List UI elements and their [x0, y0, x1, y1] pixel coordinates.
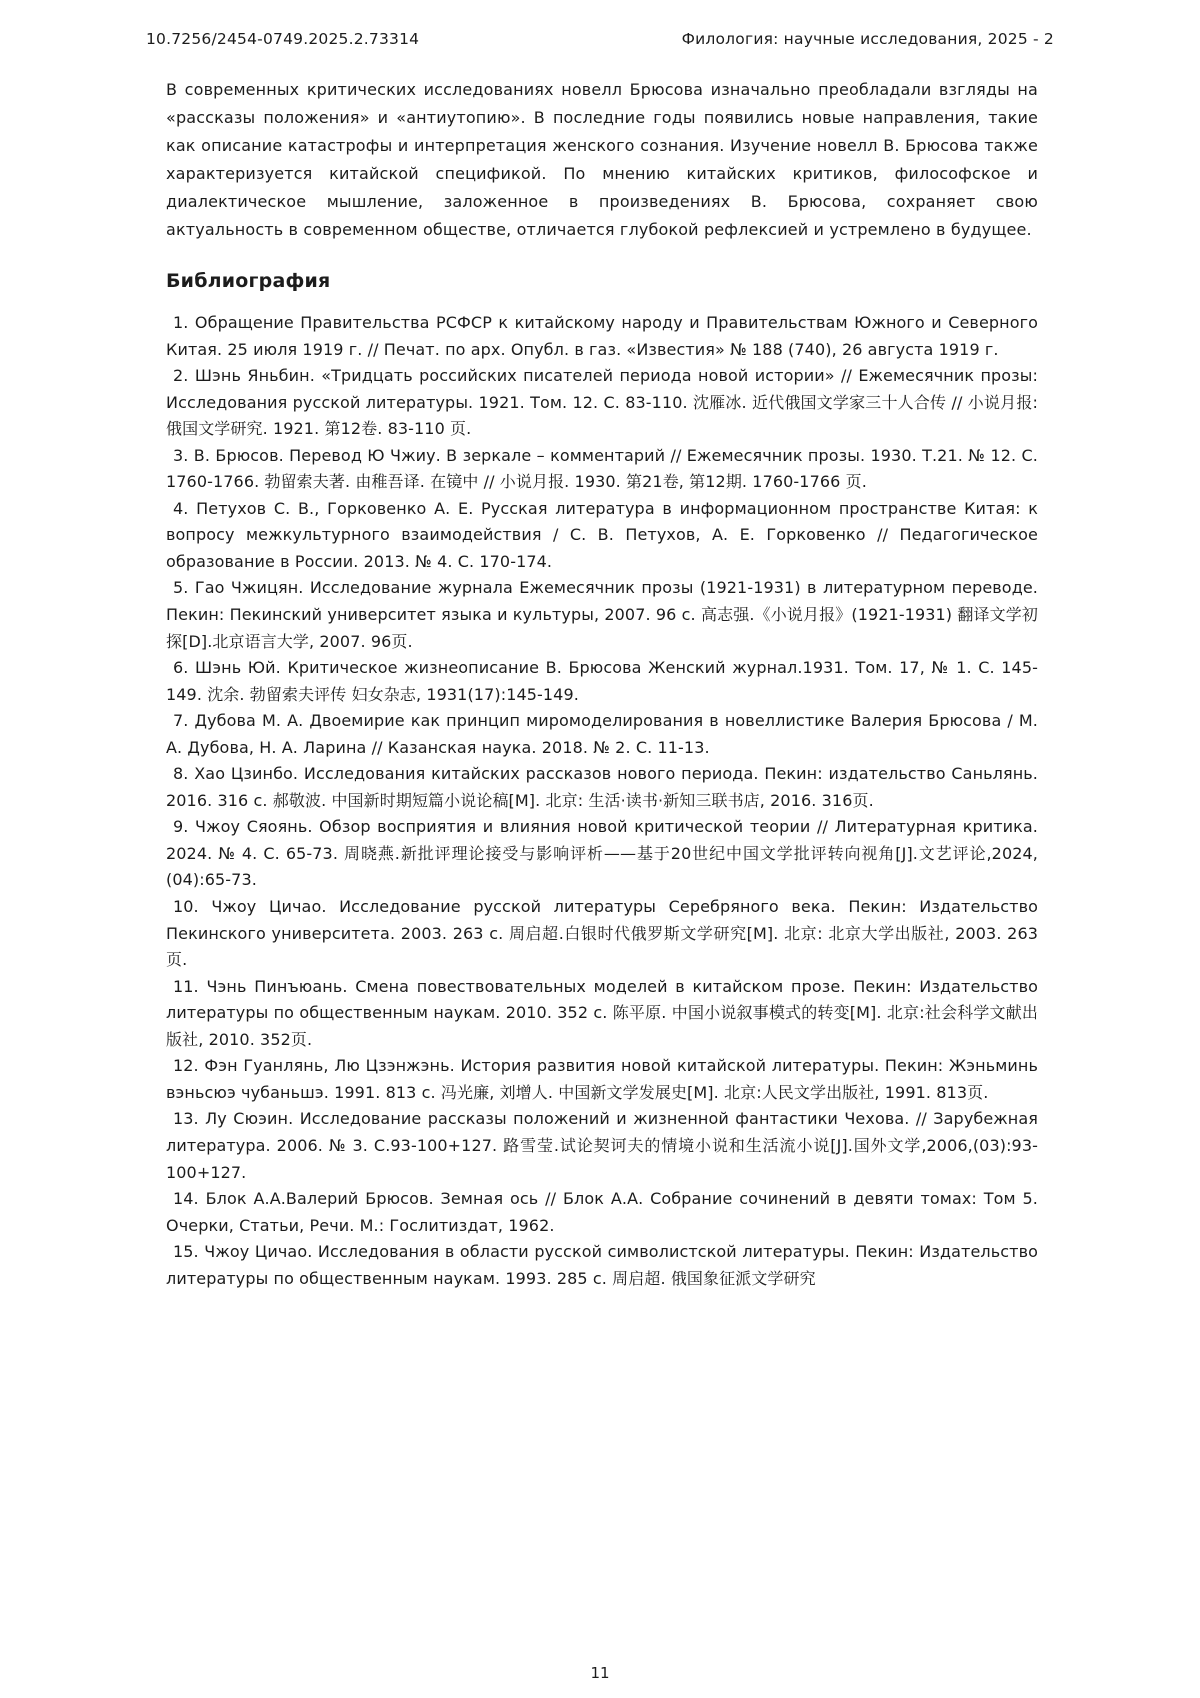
bibliography-item: 1. Обращение Правительства РСФСР к китайскому народу и Правительствам Южного и Северного Китая. 25 июля 1919 г. // Печат. по арх. Опубл. в газ. «Известия» № 188 (740), 26 августа 1919 г. [166, 313, 1038, 359]
bibliography-item: 2. Шэнь Яньбин. «Тридцать российских писателей периода новой истории» // Ежемесячник прозы: Исследования русской литературы. 1921. Том. 12. С. 83-110. 沈雁冰. 近代俄国文学家三十人合传 // 小说月报: 俄国文学研究. 1921. 第12卷. 83-110 页. [166, 366, 1038, 439]
bibliography-item: 4. Петухов С. В., Горковенко А. Е. Русская литература в информационном пространстве Китая: к вопросу межкультурного взаимодействия / С. В. Петухов, А. Е. Горковенко // Педагогическое образование в России. 2013. № 4. С. 170-174. [166, 498, 1038, 571]
page-footer [144, 1654, 1056, 1682]
bibliography-item: 15. Чжоу Цичао. Исследования в области русской символистской литературы. Пекин: Издательство литературы по общественным наукам. 1993. 285 с. 周启超. 俄国象征派文学研究 [166, 1242, 1038, 1288]
page-body [144, 76, 1056, 1654]
bibliography-item: 9. Чжоу Сяоянь. Обзор восприятия и влияния новой критической теории // Литературная критика. 2024. № 4. С. 65-73. 周晓燕.新批评理论接受与影响评析——基于20世纪中国文学批评转向视角[J].文艺评论,2024,(04):65-73. [166, 817, 1038, 890]
bibliography-item: 5. Гао Чжицян. Исследование журнала Ежемесячник прозы (1921-1931) в литературном переводе. Пекин: Пекинский университет языка и культуры, 2007. 96 с. 高志强.《小说月报》(1921-1931) 翻译文学初探[D].北京语言大学, 2007. 96页. [166, 578, 1038, 651]
bibliography-heading: Библиография [166, 270, 331, 292]
bibliography-item: 8. Хао Цзинбо. Исследования китайских рассказов нового периода. Пекин: издательство Саньлянь. 2016. 316 с. 郝敬波. 中国新时期短篇小说论稿[M]. 北京: 生活·读书·新知三联书店, 2016. 316页. [166, 764, 1038, 810]
bibliography-item: 13. Лу Сюэин. Исследование рассказы положений и жизненной фантастики Чехова. // Зарубежная литература. 2006. № 3. С.93-100+127. 路雪莹.试论契诃夫的情境小说和生活流小说[J].国外文学,2006,(03):93-100+127. [166, 1109, 1038, 1182]
bibliography-item: 12. Фэн Гуанлянь, Лю Цзэнжэнь. История развития новой китайской литературы. Пекин: Жэньминь вэньсюэ чубаньшэ. 1991. 813 с. 冯光廉, 刘增人. 中国新文学发展史[M]. 北京:人民文学出版社, 1991. 813页. [166, 1056, 1038, 1102]
bibliography-list [166, 310, 1038, 1292]
bibliography-item: 3. В. Брюсов. Перевод Ю Чжиу. В зеркале – комментарий // Ежемесячник прозы. 1930. Т.21. № 12. С. 1760-1766. 勃留索夫著. 由稚吾译. 在镜中 // 小说月报. 1930. 第21卷, 第12期. 1760-1766 页. [166, 445, 1038, 492]
intro-paragraph: В современных критических исследованиях новелл Брюсова изначально преобладали взгляды на «рассказы положения» и «антиутопию». В последние годы появились новые направления, такие как описание катастрофы и интерпретация женского сознания. Изучение новелл В. Брюсова также характеризуется китайской спецификой. По мнению китайских критиков, философское и диалектическое мышление, заложенное в произведениях В. Брюсова, сохраняет свою актуальность в современном обществе, отличается глубокой рефлексией и устремлено в будущее. [166, 80, 1038, 239]
journal-title: Филология: научные исследования, 2025 - 2 [681, 30, 1054, 48]
doi-text: 10.7256/2454-0749.2025.2.73314 [146, 30, 420, 48]
page-number: 11 [590, 1664, 610, 1682]
bibliography-item: 6. Шэнь Юй. Критическое жизнеописание В. Брюсова Женский журнал.1931. Том. 17, № 1. С. 145-149. 沈余. 勃留索夫评传 妇女杂志, 1931(17):145-149. [166, 658, 1038, 704]
bibliography-item: 10. Чжоу Цичао. Исследование русской литературы Серебряного века. Пекин: Издательство Пекинского университета. 2003. 263 с. 周启超.白银时代俄罗斯文学研究[M]. 北京: 北京大学出版社, 2003. 263页. [166, 897, 1038, 970]
bibliography-item: 14. Блок А.А.Валерий Брюсов. Земная ось // Блок А.А. Собрание сочинений в девяти томах: Том 5. Очерки, Статьи, Речи. М.: Гослитиздат, 1962. [166, 1189, 1038, 1235]
bibliography-item: 11. Чэнь Пинъюань. Смена повествовательных моделей в китайском прозе. Пекин: Издательство литературы по общественным наукам. 2010. 352 с. 陈平原. 中国小说叙事模式的转变[M]. 北京:社会科学文献出版社, 2010. 352页. [166, 976, 1038, 1049]
page-header [144, 30, 1056, 48]
bibliography-item: 7. Дубова М. А. Двоемирие как принцип миромоделирования в новеллистике Валерия Брюсова / М. А. Дубова, Н. А. Ларина // Казанская наука. 2018. № 2. С. 11-13. [166, 711, 1038, 757]
